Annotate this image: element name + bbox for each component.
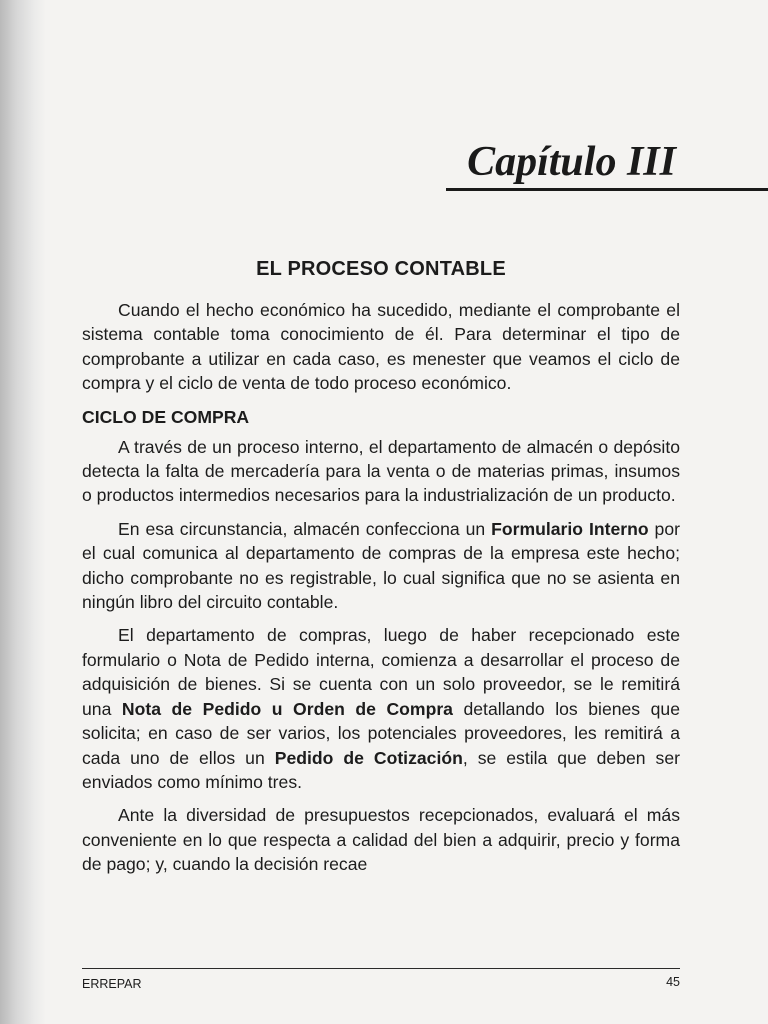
paragraph-3-text-2: detallando los bienes que solicita; en caso de ser varios, los potenciales proveedores, les remitirá a cada uno de ellos un [82,698,680,768]
subsection-heading: CICLO DE COMPRA [82,406,250,427]
paragraph-2-bold-1: Formulario Interno [491,518,649,539]
footer-rule [82,968,680,969]
paragraph-1: A través de un proceso interno, el departamento de almacén o depósito detecta la falta de mercadería para la venta o de materias primas, insumos o productos intermedios necesarios para la industrialización de un producto. [82,436,680,506]
paragraph-3-bold-2: Pedido de Cotización [274,747,463,768]
paragraph-3 [82,623,680,794]
footer-publisher: ERREPAR [82,977,142,991]
page-number: 45 [666,975,680,989]
intro-paragraph: Cuando el hecho económico ha sucedido, mediante el comprobante el sistema contable toma conocimiento de él. Para determinar el tipo de comprobante a utilizar en cada caso, es menester que veamos el ciclo de compra y el ciclo de venta de todo proceso económico. [82,300,680,394]
chapter-title-rule [446,188,768,191]
chapter-title: Capítulo III [467,139,676,185]
paragraph-3-text-3: , se estila que deben ser enviados como mínimo tres. [82,747,680,792]
paragraph-3-text-1: El departamento de compras, luego de haber recepcionado este formulario o Nota de Pedido interna, comienza a desarrollar el proceso de adquisición de bienes. Si se cuenta con un solo proveedor, se le remitirá una [82,625,680,719]
page-body [82,298,680,886]
paragraph-2-text-2: por el cual comunica al departamento de compras de la empresa este hecho; dicho comprobante no es registrable, lo cual significa que no se asienta en ningún libro del circuito contable. [82,518,680,613]
paragraph-2 [82,517,680,615]
paragraph-4: Ante la diversidad de presupuestos recepcionados, evaluará el más conveniente en lo que respecta a calidad del bien a adquirir, precio y forma de pago; y, cuando la decisión recae [82,805,680,875]
section-heading: EL PROCESO CONTABLE [256,258,506,280]
paragraph-3-bold-1: Nota de Pedido u Orden de Compra [121,698,453,719]
page-spine-shadow [0,0,46,1024]
paragraph-2-text-1: En esa circunstancia, almacén confecciona un [118,518,492,539]
